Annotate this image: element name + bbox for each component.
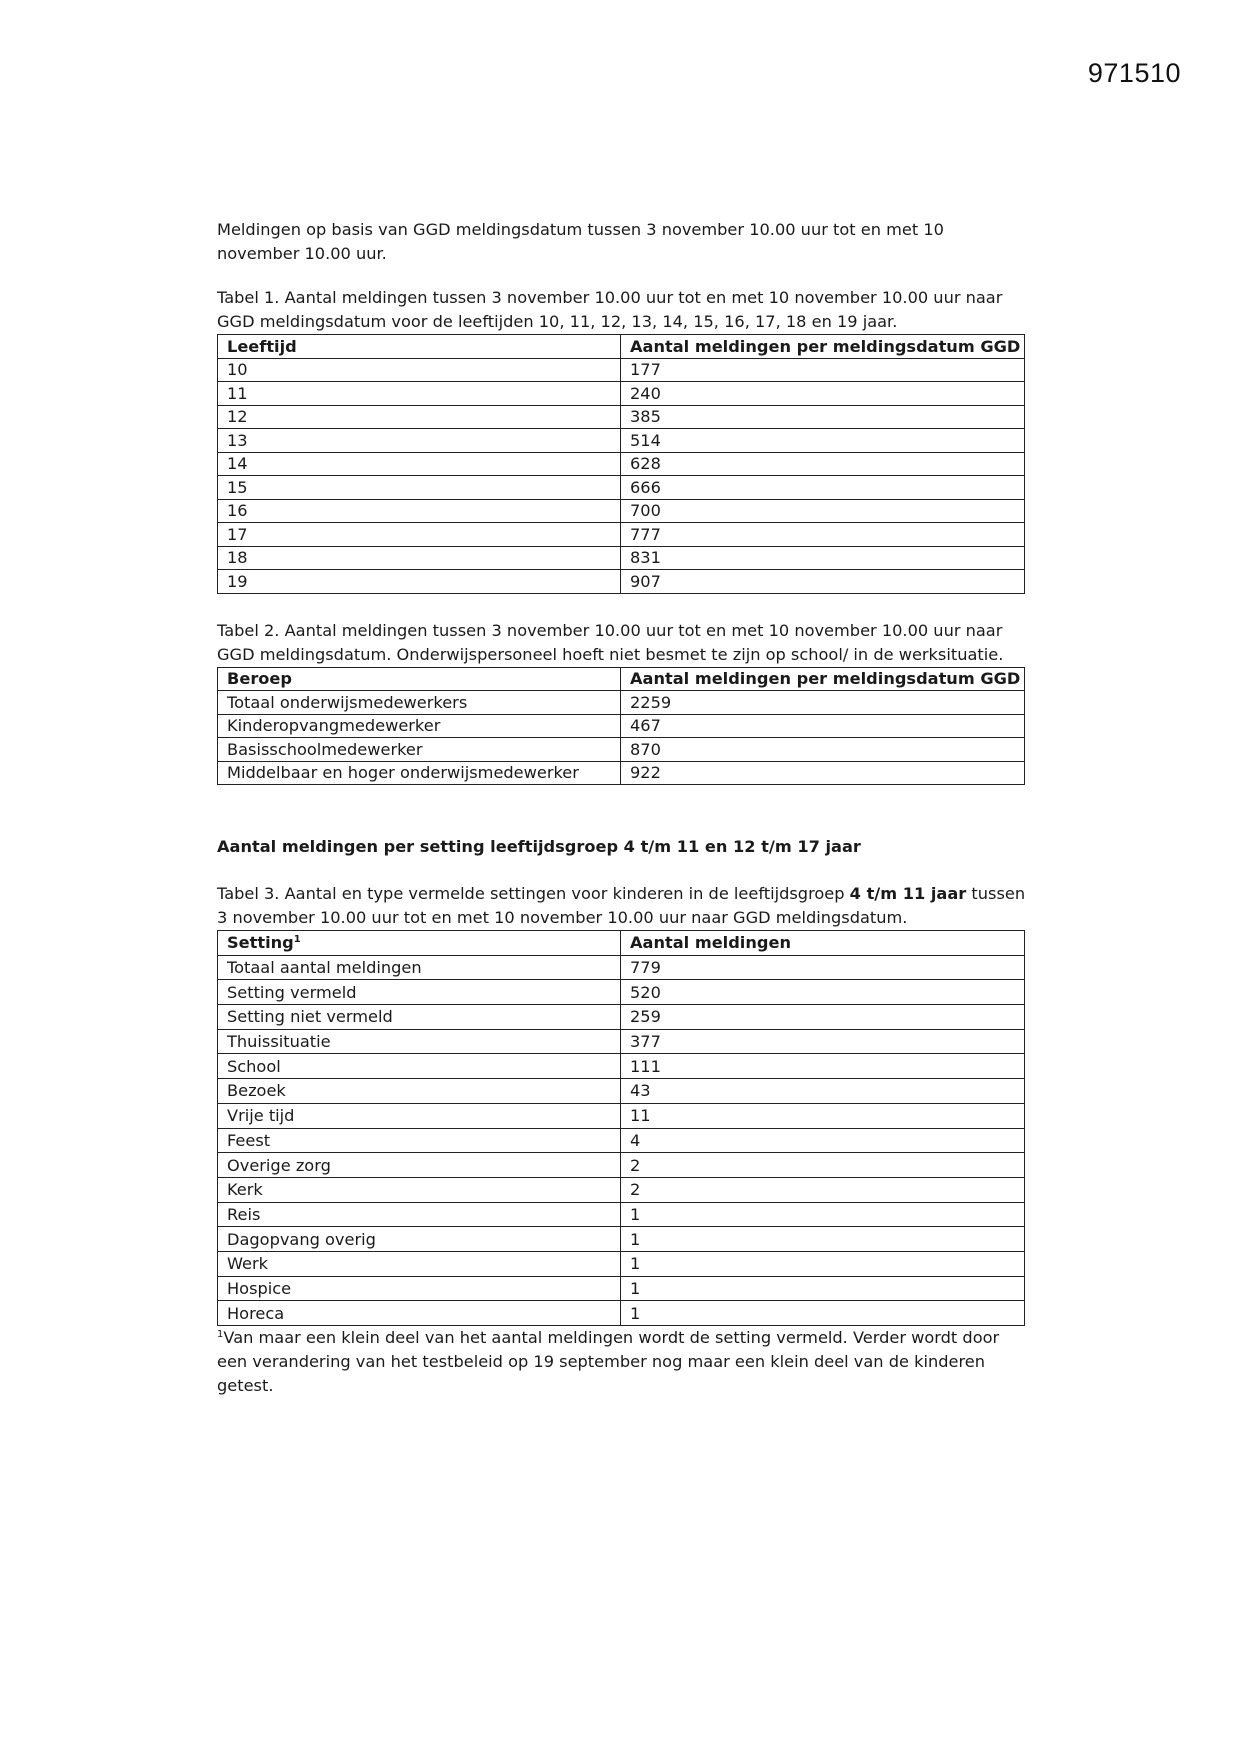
- table-row: [218, 738, 1025, 762]
- table-row: [218, 1054, 1025, 1079]
- table3-caption: [217, 882, 1027, 930]
- row-label-cell: 13: [218, 429, 621, 453]
- column-header-profession: Beroep: [218, 667, 621, 691]
- row-label-cell: Basisschoolmedewerker: [218, 738, 621, 762]
- table-row: [218, 405, 1025, 429]
- table2-body: [218, 691, 1025, 785]
- footnote-text: Van maar een klein deel van het aantal meldingen wordt de setting vermeld. Verder wordt door een verandering van het testbeleid op 19 september nog maar een klein deel van de kinderen getest.: [217, 1328, 1000, 1395]
- table-row: [218, 1103, 1025, 1128]
- row-label-cell: Hospice: [218, 1276, 621, 1301]
- row-value-cell: 377: [621, 1029, 1025, 1054]
- table1-caption: Tabel 1. Aantal meldingen tussen 3 november 10.00 uur tot en met 10 november 10.00 uur naar GGD meldingsdatum voor de leeftijden 10, 11, 12, 13, 14, 15, 16, 17, 18 en 19 jaar.: [217, 288, 1003, 331]
- table-header-row: [218, 931, 1025, 956]
- row-label-cell: Overige zorg: [218, 1153, 621, 1178]
- table1-age: [217, 334, 1025, 594]
- row-label-cell: 12: [218, 405, 621, 429]
- row-label-cell: Vrije tijd: [218, 1103, 621, 1128]
- row-value-cell: 777: [621, 523, 1025, 547]
- table2-profession: [217, 667, 1025, 786]
- column-header-count: Aantal meldingen per meldingsdatum GGD: [621, 335, 1025, 359]
- row-label-cell: Setting vermeld: [218, 980, 621, 1005]
- row-value-cell: 1: [621, 1251, 1025, 1276]
- row-value-cell: 1: [621, 1276, 1025, 1301]
- document-id: 971510: [1087, 58, 1181, 88]
- row-value-cell: 2: [621, 1177, 1025, 1202]
- table-row: [218, 714, 1025, 738]
- table-row: [218, 1153, 1025, 1178]
- row-value-cell: 11: [621, 1103, 1025, 1128]
- table-row: [218, 570, 1025, 594]
- row-value-cell: 700: [621, 499, 1025, 523]
- row-label-cell: School: [218, 1054, 621, 1079]
- row-value-cell: 385: [621, 405, 1025, 429]
- row-value-cell: 1: [621, 1202, 1025, 1227]
- footnote: [217, 1326, 1027, 1398]
- column-header-age: Leeftijd: [218, 335, 621, 359]
- row-value-cell: 2: [621, 1153, 1025, 1178]
- table-row: [218, 382, 1025, 406]
- document-body: [217, 218, 1027, 1398]
- table-row: [218, 523, 1025, 547]
- table3-setting: [217, 930, 1025, 1326]
- column-header-count: Aantal meldingen: [621, 931, 1025, 956]
- row-value-cell: 240: [621, 382, 1025, 406]
- table-row: [218, 1227, 1025, 1252]
- row-label-cell: Werk: [218, 1251, 621, 1276]
- column-header-setting: [218, 931, 621, 956]
- table-row: [218, 1029, 1025, 1054]
- row-value-cell: 177: [621, 358, 1025, 382]
- row-value-cell: 2259: [621, 691, 1025, 715]
- table3-body: [218, 955, 1025, 1325]
- column-header-count: Aantal meldingen per meldingsdatum GGD: [621, 667, 1025, 691]
- row-label-cell: Setting niet vermeld: [218, 1005, 621, 1030]
- table-row: [218, 499, 1025, 523]
- row-label-cell: Kinderopvangmedewerker: [218, 714, 621, 738]
- row-label-cell: Totaal onderwijsmedewerkers: [218, 691, 621, 715]
- row-label-cell: 15: [218, 476, 621, 500]
- row-value-cell: 831: [621, 546, 1025, 570]
- table3-caption-end: tussen 3 november 10.00 uur tot en met 10 november 10.00 uur naar GGD meldingsdatum.: [217, 884, 1026, 927]
- table2-caption: Tabel 2. Aantal meldingen tussen 3 november 10.00 uur tot en met 10 november 10.00 uur naar GGD meldingsdatum. Onderwijspersoneel hoeft niet besmet te zijn op school/ in de werksituatie.: [217, 620, 1004, 664]
- table-row: [218, 1128, 1025, 1153]
- row-value-cell: 922: [621, 761, 1025, 785]
- table3-caption-start: Tabel 3. Aantal en type vermelde settingen voor kinderen in de leeftijdsgroep: [217, 884, 850, 903]
- row-label-cell: 19: [218, 570, 621, 594]
- row-label-cell: Kerk: [218, 1177, 621, 1202]
- row-label-cell: 17: [218, 523, 621, 547]
- footnote-marker: 1: [293, 934, 301, 946]
- row-label-cell: Dagopvang overig: [218, 1227, 621, 1252]
- row-label-cell: Thuissituatie: [218, 1029, 621, 1054]
- table3-caption-age-group: 4 t/m 11 jaar: [849, 884, 967, 903]
- row-value-cell: 1: [621, 1227, 1025, 1252]
- row-label-cell: 16: [218, 499, 621, 523]
- row-label-cell: 10: [218, 358, 621, 382]
- row-value-cell: 870: [621, 738, 1025, 762]
- table-row: [218, 358, 1025, 382]
- table-row: [218, 452, 1025, 476]
- table-row: [218, 1276, 1025, 1301]
- table-row: [218, 546, 1025, 570]
- table-row: [218, 1301, 1025, 1326]
- row-label-cell: Totaal aantal meldingen: [218, 955, 621, 980]
- row-value-cell: 628: [621, 452, 1025, 476]
- row-value-cell: 907: [621, 570, 1025, 594]
- row-value-cell: 111: [621, 1054, 1025, 1079]
- row-label-cell: 11: [218, 382, 621, 406]
- table-header-row: [218, 667, 1025, 691]
- table-header-row: [218, 335, 1025, 359]
- row-value-cell: 467: [621, 714, 1025, 738]
- table1-body: [218, 358, 1025, 593]
- row-value-cell: 259: [621, 1005, 1025, 1030]
- row-value-cell: 1: [621, 1301, 1025, 1326]
- table-row: [218, 1202, 1025, 1227]
- table-row: [218, 1177, 1025, 1202]
- row-label-cell: Horeca: [218, 1301, 621, 1326]
- column-header-setting-label: Setting: [227, 933, 294, 953]
- row-label-cell: 18: [218, 546, 621, 570]
- table-row: [218, 429, 1025, 453]
- intro-paragraph: Meldingen op basis van GGD meldingsdatum tussen 3 november 10.00 uur tot en met 10 november 10.00 uur.: [217, 220, 944, 263]
- row-label-cell: Bezoek: [218, 1079, 621, 1104]
- row-value-cell: 43: [621, 1079, 1025, 1104]
- table-row: [218, 476, 1025, 500]
- table-row: [218, 761, 1025, 785]
- table-row: [218, 691, 1025, 715]
- row-value-cell: 779: [621, 955, 1025, 980]
- table-row: [218, 1079, 1025, 1104]
- row-value-cell: 514: [621, 429, 1025, 453]
- row-label-cell: 14: [218, 452, 621, 476]
- row-value-cell: 666: [621, 476, 1025, 500]
- table-row: [218, 1005, 1025, 1030]
- table-row: [218, 980, 1025, 1005]
- row-label-cell: Feest: [218, 1128, 621, 1153]
- row-label-cell: Middelbaar en hoger onderwijsmedewerker: [218, 761, 621, 785]
- row-value-cell: 4: [621, 1128, 1025, 1153]
- row-label-cell: Reis: [218, 1202, 621, 1227]
- table-row: [218, 1251, 1025, 1276]
- footnote-marker: 1: [217, 1329, 224, 1340]
- row-value-cell: 520: [621, 980, 1025, 1005]
- table-row: [218, 955, 1025, 980]
- section-heading: Aantal meldingen per setting leeftijdsgroep 4 t/m 11 en 12 t/m 17 jaar: [217, 837, 861, 856]
